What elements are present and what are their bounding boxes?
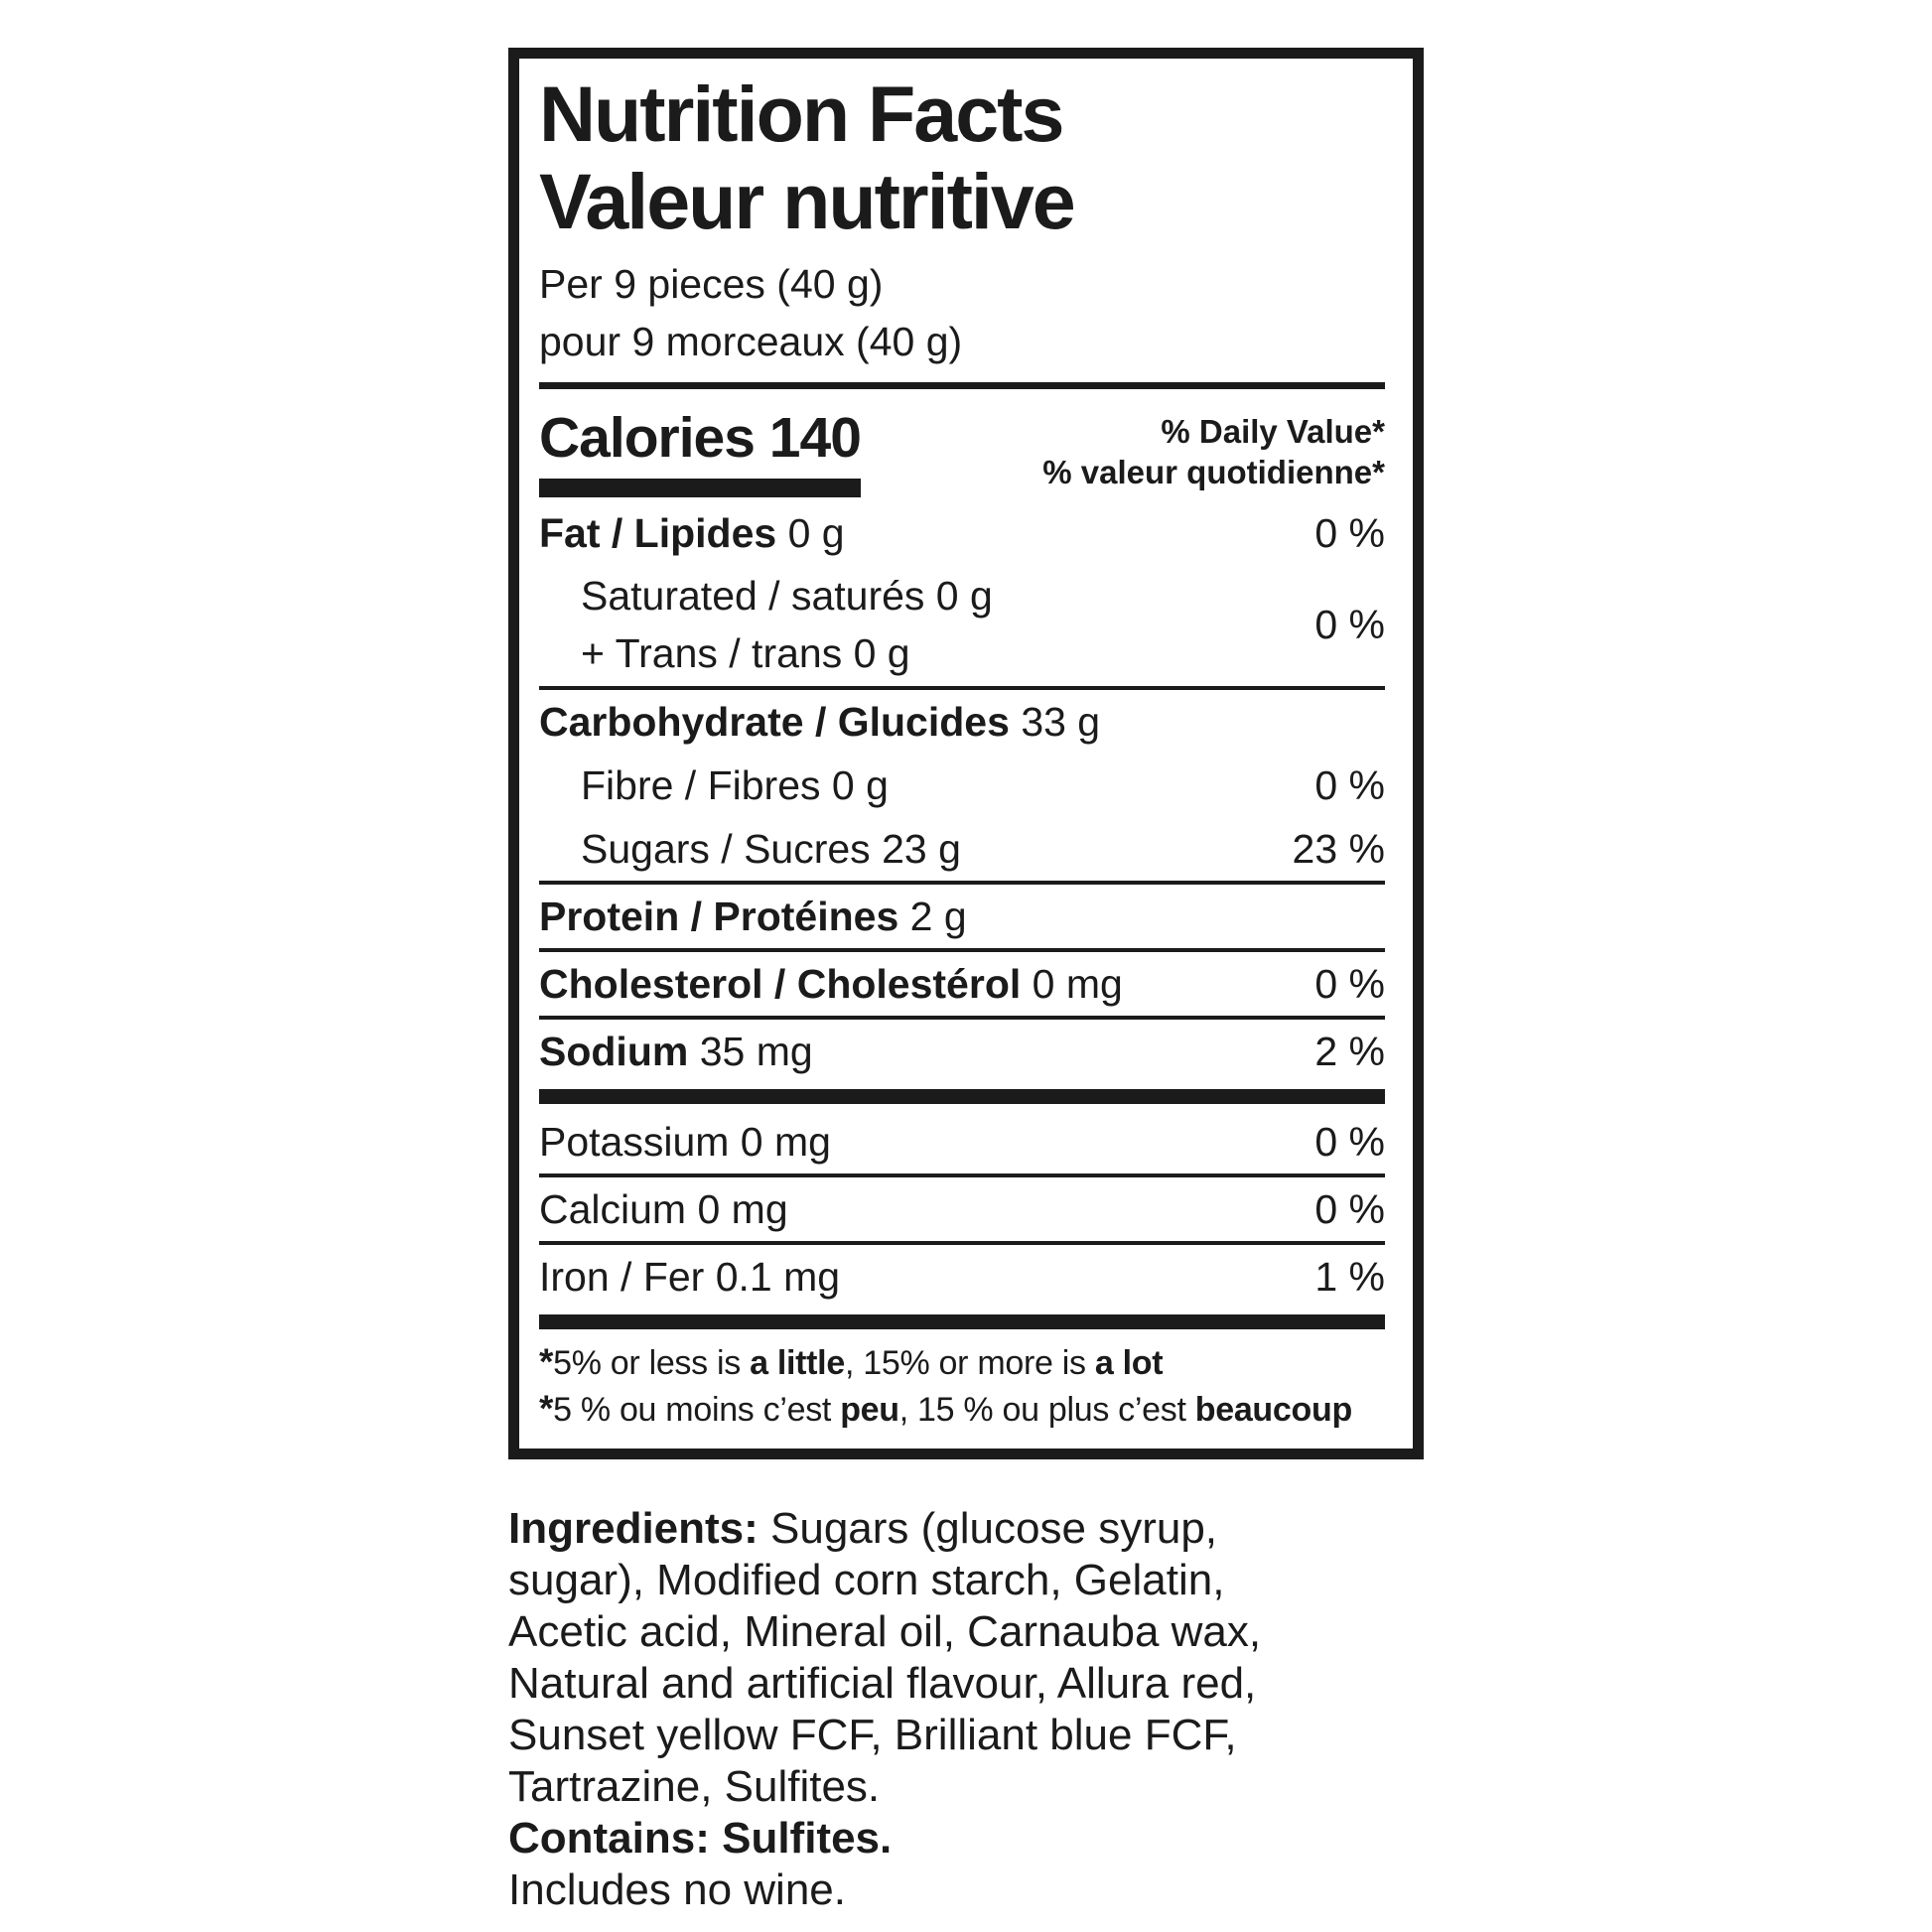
serving-size-en: Per 9 pieces (40 g) xyxy=(539,261,884,307)
footnote-emphasis: peu xyxy=(840,1391,899,1429)
footnote-emphasis: beaucoup xyxy=(1194,1391,1352,1429)
nutrient-name xyxy=(539,892,967,941)
nutrient-label: Cholesterol / Cholestérol xyxy=(539,961,1022,1007)
wine-note: Includes no wine. xyxy=(508,1865,846,1914)
ingredients-line: Natural and artificial flavour, Allura red, xyxy=(508,1659,1257,1708)
saturated-line: Saturated / saturés 0 g xyxy=(581,573,993,619)
footnote-emphasis: a lot xyxy=(1094,1344,1164,1382)
footnote-text: , 15% or more is xyxy=(844,1344,1095,1382)
footnote-emphasis: a little xyxy=(750,1344,845,1382)
nutrient-dv: 2 % xyxy=(1314,1029,1385,1074)
ingredients-line xyxy=(508,1503,1382,1555)
nutrient-name xyxy=(539,567,993,682)
footnote-text: 5 % ou moins c’est xyxy=(553,1391,841,1429)
nutrient-amount: 33 g xyxy=(1021,699,1101,745)
ingredients-section xyxy=(508,1503,1382,1916)
nutrient-amount: 2 g xyxy=(909,894,967,939)
nutrient-name xyxy=(539,508,845,558)
nutrient-row-sodium xyxy=(539,1020,1385,1083)
nutrient-row-sugars xyxy=(539,817,1385,881)
nutrient-name xyxy=(539,697,1100,747)
nutrient-label: Carbohydrate / Glucides xyxy=(539,699,1010,745)
calories-label: Calories xyxy=(539,406,755,470)
nutrient-label: Fat / Lipides xyxy=(539,510,777,556)
nutrient-row-saturated-trans xyxy=(539,565,1385,686)
serving-size-fr: pour 9 morceaux (40 g) xyxy=(539,319,963,364)
nutrient-dv: 0 % xyxy=(1314,510,1385,556)
thick-divider xyxy=(539,1314,1385,1329)
nutrient-amount: 0 g xyxy=(787,510,845,556)
nutrient-name: Calcium 0 mg xyxy=(539,1186,788,1232)
ingredients-line: Tartrazine, Sulfites. xyxy=(508,1762,881,1811)
ingredients-heading: Ingredients: xyxy=(508,1504,759,1553)
nutrient-name: Potassium 0 mg xyxy=(539,1119,831,1165)
nutrient-name xyxy=(539,959,1123,1009)
footnote-fr xyxy=(539,1386,1385,1433)
ingredients-line: sugar), Modified corn starch, Gelatin, xyxy=(508,1556,1225,1604)
serving-block xyxy=(539,255,1385,370)
asterisk: * xyxy=(539,1388,554,1429)
calories-value: 140 xyxy=(768,406,861,470)
nutrition-facts-panel xyxy=(508,48,1424,1459)
ingredients-line: Sunset yellow FCF, Brilliant blue FCF, xyxy=(508,1711,1237,1759)
divider-header xyxy=(539,382,1385,389)
nutrient-dv: 0 % xyxy=(1314,1186,1385,1232)
nutrient-row-calcium xyxy=(539,1177,1385,1241)
calories-section xyxy=(539,405,1385,497)
nutrient-row-potassium xyxy=(539,1110,1385,1173)
daily-value-header-fr: % valeur quotidienne* xyxy=(1042,454,1385,490)
nutrient-dv: 0 % xyxy=(1314,961,1385,1007)
daily-value-header xyxy=(1042,411,1385,497)
nutrient-row-fat xyxy=(539,501,1385,565)
footnote-text: 5% or less is xyxy=(553,1344,751,1382)
nutrient-name: Sugars / Sucres 23 g xyxy=(581,826,961,872)
nutrient-dv: 1 % xyxy=(1314,1254,1385,1300)
footnote-en xyxy=(539,1339,1385,1386)
nutrient-dv: 0 % xyxy=(1314,1119,1385,1165)
nutrient-row-protein xyxy=(539,885,1385,948)
calories-line xyxy=(539,405,861,497)
thick-divider xyxy=(539,1089,1385,1104)
nutrient-row-carbohydrate xyxy=(539,690,1385,754)
nutrient-name xyxy=(539,1027,813,1076)
asterisk: * xyxy=(539,1341,554,1382)
nutrient-dv: 23 % xyxy=(1292,826,1385,872)
nutrient-row-fibre xyxy=(539,754,1385,817)
ingredients-line: Acetic acid, Mineral oil, Carnauba wax, xyxy=(508,1607,1262,1656)
nutrient-amount: 35 mg xyxy=(699,1029,813,1074)
nutrient-dv: 0 % xyxy=(1314,762,1385,808)
ingredients-text: Sugars (glucose syrup, xyxy=(758,1504,1218,1553)
nutrient-dv: 0 % xyxy=(1314,602,1385,647)
nutrient-row-iron xyxy=(539,1245,1385,1309)
title-en: Nutrition Facts xyxy=(539,69,1063,158)
nutrient-amount: 0 mg xyxy=(1032,961,1123,1007)
footnote-text: , 15 % ou plus c’est xyxy=(898,1391,1195,1429)
contains-statement: Contains: Sulfites. xyxy=(508,1814,893,1863)
nutrient-name: Fibre / Fibres 0 g xyxy=(581,762,889,808)
title-fr: Valeur nutritive xyxy=(539,157,1074,245)
nutrient-name: Iron / Fer 0.1 mg xyxy=(539,1254,841,1300)
nutrition-label-sheet xyxy=(508,0,1424,1916)
trans-line: + Trans / trans 0 g xyxy=(581,630,910,676)
nutrient-label: Protein / Protéines xyxy=(539,894,899,939)
nutrient-rows xyxy=(539,501,1385,1433)
nutrient-label: Sodium xyxy=(539,1029,689,1074)
nutrient-row-cholesterol xyxy=(539,952,1385,1016)
daily-value-header-en: % Daily Value* xyxy=(1161,413,1385,450)
